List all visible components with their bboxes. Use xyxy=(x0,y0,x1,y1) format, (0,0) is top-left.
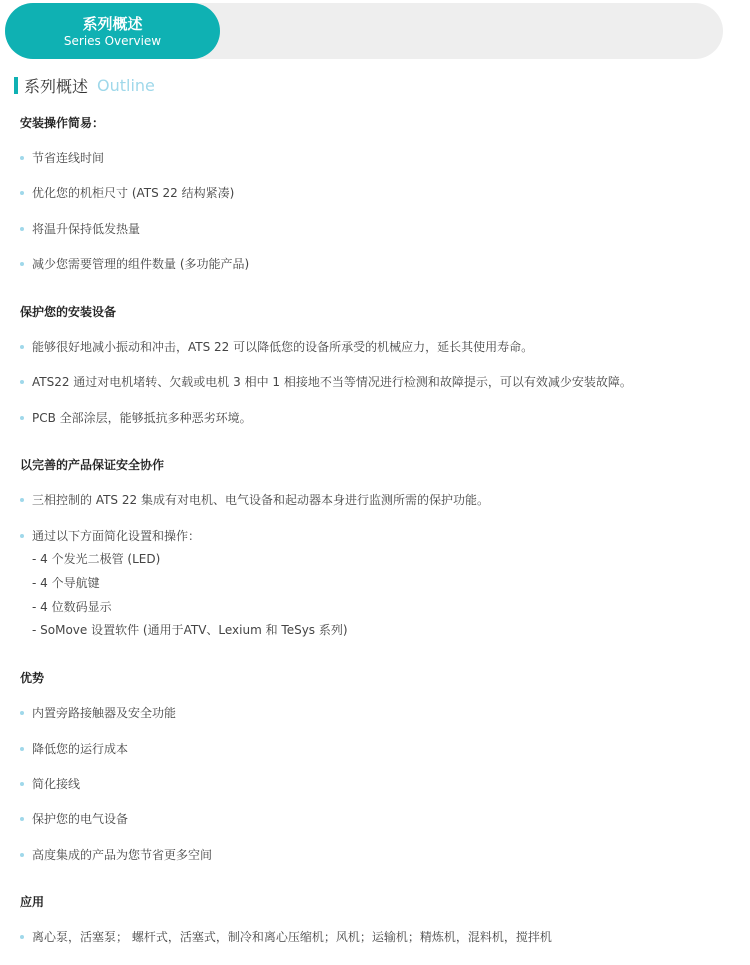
bullet-icon xyxy=(20,227,24,231)
list-item: 将温升保持低发热量 xyxy=(20,220,140,237)
group-heading: 安装操作简易： xyxy=(20,116,105,130)
list-item: 减少您需要管理的组件数量 (多功能产品) xyxy=(20,255,249,272)
bullet-icon xyxy=(20,711,24,715)
bullet-icon xyxy=(20,191,24,195)
section-header xyxy=(14,74,155,96)
list-item: 内置旁路接触器及安全功能 xyxy=(20,704,176,721)
group-heading: 以完善的产品保证安全协作 xyxy=(20,458,165,472)
tab-title: 系列概述 xyxy=(82,14,143,33)
bullet-icon xyxy=(20,782,24,786)
list-item: 通过以下方面简化设置和操作： xyxy=(20,527,200,544)
bullet-icon xyxy=(20,817,24,821)
sub-item: - 4 位数码显示 xyxy=(32,600,112,614)
list-item: ATS22 通过对电机堵转、欠载或电机 3 相中 1 相接地不当等情况进行检测和故障提示，可以有效减少安装故障。 xyxy=(20,373,632,390)
list-item: 简化接线 xyxy=(20,775,80,792)
list-item: 降低您的运行成本 xyxy=(20,740,128,757)
list-item: 优化您的机柜尺寸 (ATS 22 结构紧凑) xyxy=(20,184,234,201)
sub-item: - 4 个导航键 xyxy=(32,576,100,590)
bullet-icon xyxy=(20,345,24,349)
list-item: 离心泵，活塞泵； 螺杆式，活塞式，制冷和离心压缩机；风机；运输机；精炼机，混料机，搅拌机 xyxy=(20,928,552,945)
sub-item: - 4 个发光二极管 (LED) xyxy=(32,552,161,566)
list-item: 能够很好地减小振动和冲击，ATS 22 可以降低您的设备所承受的机械应力，延长其使用寿命。 xyxy=(20,338,533,355)
list-item: 保护您的电气设备 xyxy=(20,810,128,827)
tab-series-overview[interactable] xyxy=(5,3,220,59)
bullet-icon xyxy=(20,498,24,502)
bullet-icon xyxy=(20,747,24,751)
group-heading: 优势 xyxy=(20,671,45,685)
bullet-icon xyxy=(20,380,24,384)
list-item: 高度集成的产品为您节省更多空间 xyxy=(20,846,212,863)
section-title-cn: 系列概述 xyxy=(24,76,89,96)
bullet-icon xyxy=(20,534,24,538)
list-item: PCB 全部涂层，能够抵抗多种恶劣环境。 xyxy=(20,409,252,426)
sub-item: - SoMove 设置软件 (通用于ATV、Lexium 和 TeSys 系列) xyxy=(32,623,348,637)
bullet-icon xyxy=(20,935,24,939)
bullet-icon xyxy=(20,853,24,857)
group-heading: 保护您的安装设备 xyxy=(20,305,117,319)
tab-subtitle: Series Overview xyxy=(63,33,162,48)
section-accent-bar xyxy=(14,77,18,94)
list-item: 节省连线时间 xyxy=(20,149,104,166)
bullet-icon xyxy=(20,262,24,266)
group-heading: 应用 xyxy=(20,895,45,909)
section-title-en: Outline xyxy=(97,75,155,95)
list-item: 三相控制的 ATS 22 集成有对电机、电气设备和起动器本身进行监测所需的保护功能。 xyxy=(20,491,489,508)
bullet-icon xyxy=(20,416,24,420)
bullet-icon xyxy=(20,156,24,160)
